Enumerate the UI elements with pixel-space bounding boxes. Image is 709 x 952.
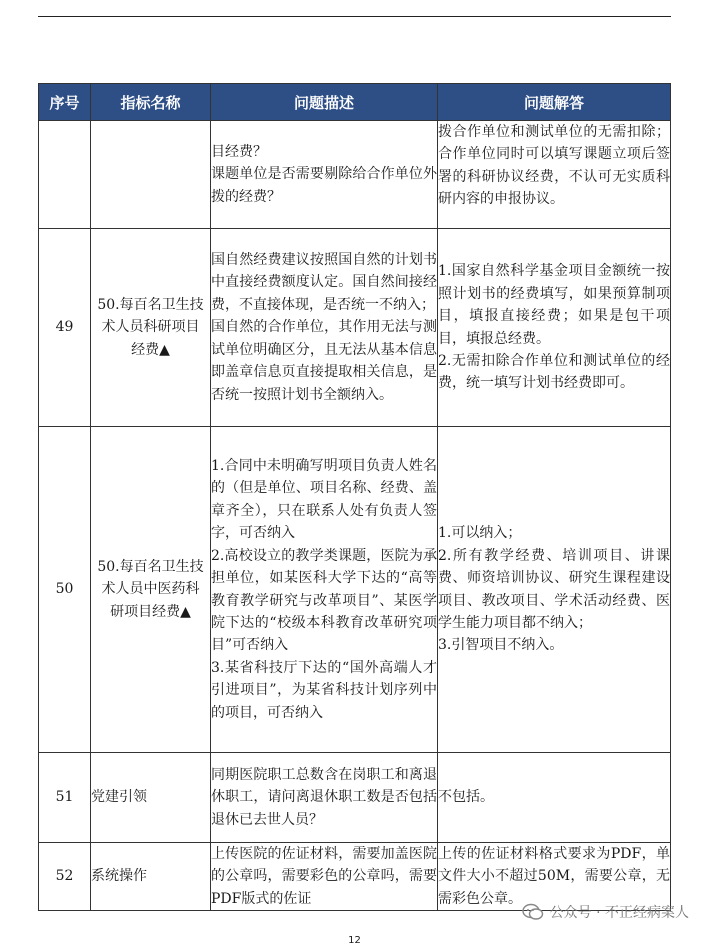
answer-text: 2.所有教学经费、培训项目、讲课费、师资培训协议、研究生课程建设项目、教改项目、学术活动经费、医学生能力项目都不纳入； [438,547,670,631]
question-cell [211,753,438,843]
question-text: 3.某省科技厅下达的“国外高端人才引进项目”，为某省科技计划序列中的项目，可否纳入 [211,659,437,721]
answer-cell [438,229,671,427]
indicator-name: 50.每百名卫生技术人员科研项目经费▲ [91,229,211,427]
answer-text: 2.无需扣除合作单位和测试单位的经费，统一填写计划书经费即可。 [438,352,670,392]
question-cell [211,121,438,229]
question-text: 目经费？ [211,143,267,160]
indicator-name: 50.每百名卫生技术人员中医药科研项目经费▲ [91,427,211,753]
indicator-name: 系统操作 [91,843,211,911]
question-text: 上传医院的佐证材料，需要加盖医院的公章吗，需要彩色的公章吗，需要PDF版式的佐证 [211,846,437,907]
table-row [39,427,671,753]
table-row [39,843,671,911]
question-text: 同期医院职工总数含在岗职工和离退休职工，请问离退休职工数是否包括退休已去世人员？ [211,766,437,828]
row-number: 52 [39,843,91,911]
header-indicator: 指标名称 [91,84,211,121]
answer-cell [438,753,671,843]
indicator-name [91,121,211,229]
question-text: 国自然的合作单位，其作用无法与测试单位明确区分，且无法从基本信息即盖章信息页直接提取相关信息，是否统一按照计划书全额纳入。 [211,319,437,403]
answer-cell [438,427,671,753]
question-text: 课题单位是否需要剔除给合作单位外拨的经费？ [211,166,437,205]
answer-text: 3.引智项目不纳入。 [438,637,564,654]
question-cell [211,427,438,753]
watermark [522,902,689,922]
answer-cell [438,121,671,229]
answer-text: 1.国家自然科学基金项目金额统一按照计划书的经费填写，如果预算制项目，填报直接经费；如果是包干项目，填报总经费。 [438,263,670,347]
table-row [39,229,671,427]
answer-text: 拨合作单位和测试单位的无需扣除；合作单位同时可以填写课题立项后签署的科研协议经费，不认可无实质科研内容的申报协议。 [438,124,670,208]
answer-text: 上传的佐证材料格式要求为PDF，单文件大小不超过50M，需要公章，无需彩色公章。 [438,846,670,907]
answer-text: 1.可以纳入； [438,525,522,542]
indicator-name: 党建引领 [91,753,211,843]
header-question: 问题描述 [211,84,438,121]
page-number: 12 [348,935,361,946]
row-number: 51 [39,753,91,843]
answer-text: 不包括。 [438,789,494,806]
wechat-icon [522,903,544,921]
top-rule [38,16,671,17]
question-text: 2.高校设立的教学类课题，医院为承担单位，如某医科大学下达的“高等教育教学研究与改革项目”、某医学院下达的“校级本科教育改革研究项目”可否纳入 [211,547,437,654]
question-text: 国自然经费建议按照国自然的计划书中直接经费额度认定。国自然间接经费，不直接体现，是否统一不纳入； [211,252,437,313]
watermark-text: 公众号 · 不正经病案人 [549,905,689,921]
header-answer: 问题解答 [438,84,671,121]
answer-cell [438,843,671,911]
qa-table [38,83,671,911]
header-seq: 序号 [39,84,91,121]
table-header-row [39,84,671,121]
row-number: 49 [39,229,91,427]
question-text: 1.合同中未明确写明项目负责人姓名的（但是单位、项目名称、经费、盖章齐全），只在联系人处有负责人签字，可否纳入 [211,458,437,542]
table-row [39,753,671,843]
row-number [39,121,91,229]
question-cell [211,843,438,911]
table-row [39,121,671,229]
row-number: 50 [39,427,91,753]
question-cell [211,229,438,427]
